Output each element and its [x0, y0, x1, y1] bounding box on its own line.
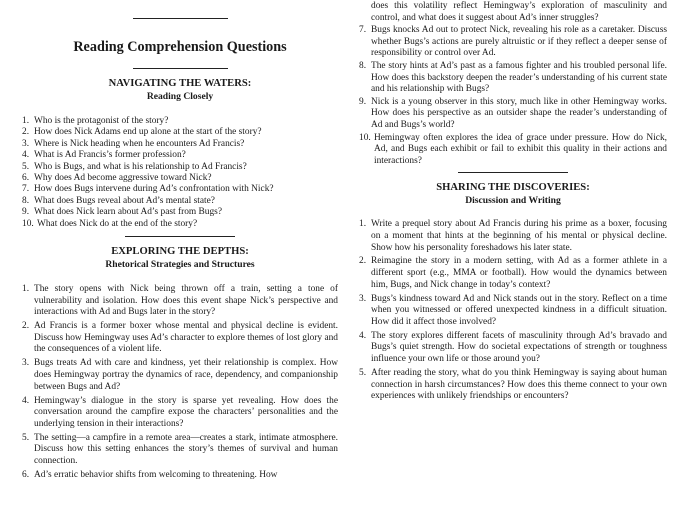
question-text: What is Ad Francis’s former profession?	[34, 150, 186, 161]
question-text: The setting—a campfire in a remote area—creates a stark, intimate atmosphere. Discuss how this setting enhances the story’s themes of survival and human connection.	[34, 432, 338, 466]
question-text: The story hints at Ad’s past as a famous fighter and his troubled personal life. How does this backstory deepen the reader’s understanding of his current state and his relationship with Bugs?	[371, 60, 667, 95]
question-number: 10.	[22, 218, 34, 229]
question-text: Ad’s erratic behavior shifts from welcoming to threatening. How	[34, 469, 278, 480]
page-title: Reading Comprehension Questions	[73, 39, 287, 55]
list-item	[359, 97, 667, 132]
section-1-rule	[133, 68, 228, 69]
question-text: What does Bugs reveal about Ad’s mental state?	[34, 195, 215, 206]
question-text: The story explores different facets of masculinity through Ad’s bravado and Bugs’s quiet strength. How do societal expectations of strength or toughness influence your own life or those around you?	[371, 330, 667, 365]
section-3-heading: SHARING THE DISCOVERIES:	[436, 182, 590, 194]
question-number: 5.	[359, 368, 367, 378]
question-text: After reading the story, what do you think Hemingway is saying about human connection in harsh circumstances? How does this theme connect to your own experiences with unlikely friendships or encounters?	[371, 368, 667, 402]
section-2-heading: EXPLORING THE DEPTHS:	[111, 246, 249, 258]
list-item	[359, 368, 667, 403]
question-number: 2.	[22, 127, 30, 138]
question-number: 3.	[359, 293, 367, 304]
list-item	[22, 127, 338, 138]
list-item	[22, 207, 338, 218]
question-text: Who is Bugs, and what is his relationship to Ad Francis?	[34, 161, 247, 172]
section-3-rule	[458, 172, 568, 173]
list-item	[22, 196, 338, 207]
list-item	[359, 256, 667, 291]
question-text: Write a prequel story about Ad Francis during his prime as a boxer, focusing on a moment that hints at the beginning of his mental or physical decline. Show how his personality foreshadows his later state.	[371, 219, 667, 253]
section-3-question-list	[359, 219, 667, 402]
list-item	[22, 433, 338, 468]
list-item	[22, 358, 338, 393]
question-number: 2.	[359, 256, 367, 267]
question-text: What does Nick do at the end of the story?	[37, 218, 198, 229]
question-text: Who is the protagonist of the story?	[34, 116, 169, 126]
question-text: Bugs knocks Ad out to protect Nick, revealing his role as a caretaker. Discuss whether Bugs’s actions are purely altruistic or if they reflect a deeper sense of responsibility or control over Ad.	[371, 25, 667, 59]
question-text: Reimagine the story in a modern setting, with Ad as a former athlete in a different sport (e.g., MMA or football). How would the dynamics between him, Bugs, and Nick change in today’s context?	[371, 256, 667, 290]
list-item	[22, 396, 338, 431]
list-item	[22, 284, 338, 319]
question-number: 1.	[359, 219, 367, 230]
list-item	[22, 219, 338, 230]
question-text: Why does Ad become aggressive toward Nick?	[34, 173, 212, 184]
section-2-rule	[125, 236, 235, 237]
list-item	[22, 139, 338, 150]
question-text: Ad Francis is a former boxer whose mental and physical decline is evident. Discuss how Hemingway uses Ad’s character to explore themes of lost glory and the consequences of a violent life.	[34, 321, 338, 355]
section-2-question-list-continued	[359, 25, 667, 167]
question-text: What does Nick learn about Ad’s past from Bugs?	[34, 207, 222, 218]
section-1-question-list	[22, 116, 338, 230]
question-text: Where is Nick heading when he encounters Ad Francis?	[34, 138, 245, 149]
question-number: 5.	[22, 432, 30, 443]
section-3-subheading: Discussion and Writing	[465, 195, 561, 207]
right-column	[359, 0, 667, 405]
question-number: 7.	[359, 25, 367, 36]
question-text: Hemingway’s dialogue in the story is sparse yet revealing. How does the conversation around the campfire expose the characters’ personalities and the underlying tension in their interactions?	[34, 395, 338, 429]
list-item	[22, 162, 338, 173]
question-number: 3.	[22, 138, 30, 149]
question-number: 4.	[359, 330, 367, 341]
list-item	[359, 294, 667, 329]
question-text: The story opens with Nick being thrown off a train, setting a tone of vulnerability and isolation. How does this event shape Nick’s perspective and interactions with Ad and Bugs later in the story?	[34, 284, 338, 318]
question-number: 8.	[359, 60, 367, 71]
list-item	[359, 25, 667, 60]
left-column	[22, 0, 338, 484]
question-number: 7.	[22, 184, 30, 195]
list-item	[22, 470, 338, 482]
question-number: 3.	[22, 358, 30, 369]
question-number: 5.	[22, 161, 30, 172]
list-item	[22, 173, 338, 184]
question-number: 4.	[22, 150, 30, 161]
question-text: How does Bugs intervene during Ad’s confrontation with Nick?	[34, 184, 274, 195]
list-item	[22, 184, 338, 195]
question-number: 1.	[22, 116, 30, 126]
question-number: 4.	[22, 395, 30, 406]
question-text: Nick is a young observer in this story, much like in other Hemingway works. How does his perspective as an outsider shape the reader’s understanding of Ad and Bugs’s world?	[371, 96, 667, 130]
title-top-rule	[133, 18, 228, 19]
list-item	[359, 331, 667, 366]
question-text: Bugs treats Ad with care and kindness, yet their relationship is complex. How does Hemingway portray the dynamics of race, dependency, and companionship between Bugs and Ad?	[34, 358, 338, 392]
list-item	[359, 219, 667, 254]
question-text: How does Nick Adams end up alone at the start of the story?	[34, 127, 262, 138]
section-1-subheading: Reading Closely	[146, 91, 214, 102]
question-number: 1.	[22, 284, 30, 295]
list-item	[22, 116, 338, 127]
section-2-question-list	[22, 284, 338, 481]
question-number: 2.	[22, 321, 30, 332]
list-item	[359, 61, 667, 96]
section-1-heading: NAVIGATING THE WATERS:	[108, 78, 252, 89]
question-number: 6.	[22, 469, 30, 480]
list-item	[22, 150, 338, 161]
question-number: 9.	[22, 207, 30, 218]
question-text: Hemingway often explores the idea of grace under pressure. How do Nick, Ad, and Bugs each exhibit or fail to exhibit this quality in their actions and interactions?	[374, 132, 667, 166]
question-number: 9.	[359, 96, 367, 107]
question-number: 8.	[22, 195, 30, 206]
question-number: 10.	[359, 132, 371, 143]
list-item	[359, 133, 667, 168]
section-2-subheading: Rhetorical Strategies and Structures	[105, 259, 255, 271]
list-item	[22, 321, 338, 356]
question-number: 6.	[22, 173, 30, 184]
question-6-continuation: does this volatility reflect Hemingway’s exploration of masculinity and control, and what does it suggest about Ad’s inner struggles?	[371, 1, 667, 23]
question-text: Bugs’s kindness toward Ad and Nick stands out in the story. Reflect on a time when you witnessed or offered unexpected kindness in a difficult situation. How did it affect those involved?	[371, 293, 667, 327]
